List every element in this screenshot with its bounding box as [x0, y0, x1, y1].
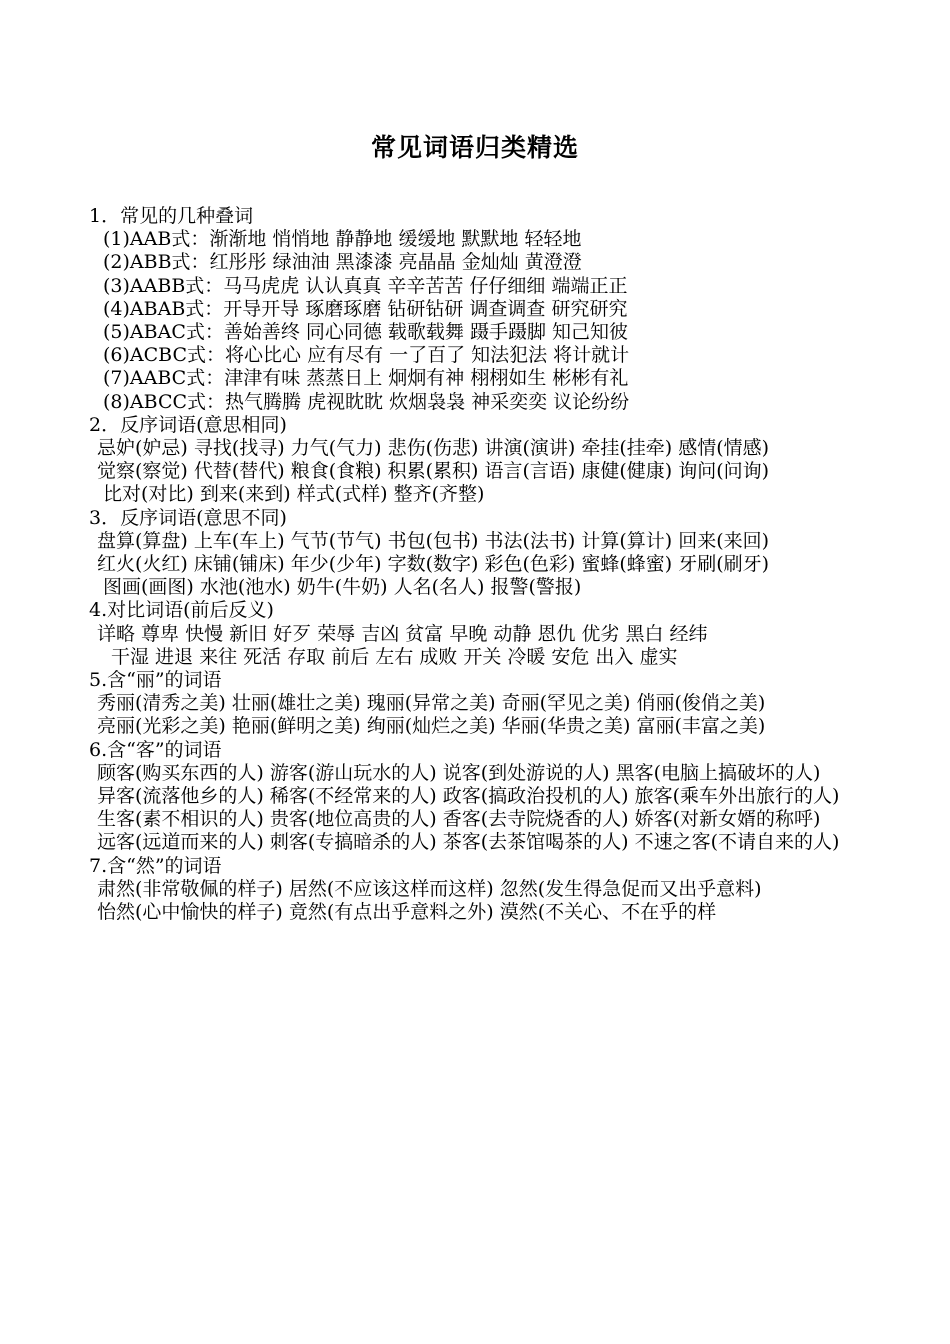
word-paragraph: 红火(火红) 床铺(铺床) 年少(少年) 字数(数字) 彩色(色彩) 蜜蜂(蜂蜜) 牙刷(刷牙) [97, 553, 770, 576]
word-paragraph: 忌妒(妒忌) 寻找(找寻) 力气(气力) 悲伤(伤悲) 讲演(演讲) 牵挂(挂牵) 感情(情感) [97, 437, 770, 460]
list-item: (3)AABB式：马马虎虎 认认真真 辛辛苦苦 仔仔细细 端端正正 [103, 274, 628, 297]
word-paragraph: 远客(远道而来的人) 刺客(专搞暗杀的人) 茶客(去茶馆喝茶的人) 不速之客(不请自来的人) [97, 831, 840, 854]
list-item: (7)AABC式：津津有味 蒸蒸日上 炯炯有神 栩栩如生 彬彬有礼 [103, 367, 629, 390]
word-paragraph: 觉察(察觉) 代替(替代) 粮食(食粮) 积累(累积) 语言(言语) 康健(健康) 询问(问询) [97, 460, 770, 483]
section-heading: 6.含“客”的词语 [89, 738, 222, 761]
word-paragraph: 比对(对比) 到来(来到) 样式(式样) 整齐(齐整) [103, 483, 485, 506]
section-heading: 5.含“丽”的词语 [89, 669, 222, 692]
word-paragraph: 异客(流落他乡的人) 稀客(不经常来的人) 政客(搞政治投机的人) 旅客(乘车外出旅行的人) [97, 785, 840, 808]
section-heading: 3．反序词语(意思不同) [89, 506, 287, 529]
word-paragraph: 亮丽(光彩之美) 艳丽(鲜明之美) 绚丽(灿烂之美) 华丽(华贵之美) 富丽(丰富之美) [97, 715, 766, 738]
section-heading: 1．常见的几种叠词 [89, 205, 254, 227]
word-paragraph: 秀丽(清秀之美) 壮丽(雄壮之美) 瑰丽(异常之美) 奇丽(罕见之美) 俏丽(俊俏之美) [97, 692, 766, 715]
word-paragraph: 生客(素不相识的人) 贵客(地位高贵的人) 香客(去寺院烧香的人) 娇客(对新女婿的称呼) [97, 808, 821, 831]
list-item: (4)ABAB式：开导开导 琢磨琢磨 钻研钻研 调查调查 研究研究 [103, 297, 628, 320]
word-paragraph: 怡然(心中愉快的样子) 竟然(有点出乎意料之外) 漠然(不关心、不在乎的样 [97, 901, 717, 924]
list-item: (6)ACBC式：将心比心 应有尽有 一了百了 知法犯法 将计就计 [103, 344, 630, 367]
word-paragraph: 盘算(算盘) 上车(车上) 气节(节气) 书包(包书) 书法(法书) 计算(算计) 回来(来回) [97, 529, 770, 552]
word-paragraph: 肃然(非常敬佩的样子) 居然(不应该这样而这样) 忽然(发生得急促而又出乎意料) [97, 877, 762, 900]
page-title: 常见词语归类精选 [370, 133, 579, 162]
list-item: (5)ABAC式：善始善终 同心同德 载歌载舞 蹑手蹑脚 知己知彼 [103, 321, 629, 344]
word-paragraph: 干湿 进退 来往 死活 存取 前后 左右 成败 开关 冷暖 安危 出入 虚实 [111, 645, 678, 668]
word-paragraph: 详略 尊卑 快慢 新旧 好歹 荣辱 吉凶 贫富 早晚 动静 恩仇 优劣 黑白 经纬 [97, 622, 708, 645]
list-item: (8)ABCC式：热气腾腾 虎视眈眈 炊烟袅袅 神采奕奕 议论纷纷 [103, 390, 630, 413]
word-paragraph: 图画(画图) 水池(池水) 奶牛(牛奶) 人名(名人) 报警(警报) [103, 576, 582, 599]
list-item: (1)AAB式：渐渐地 悄悄地 静静地 缓缓地 默默地 轻轻地 [103, 228, 582, 251]
section-heading: 4.对比词语(前后反义) [89, 599, 274, 622]
word-paragraph: 顾客(购买东西的人) 游客(游山玩水的人) 说客(到处游说的人) 黑客(电脑上搞破坏的人) [97, 761, 821, 784]
section-heading: 2．反序词语(意思相同) [89, 413, 287, 436]
list-item: (2)ABB式：红彤彤 绿油油 黑漆漆 亮晶晶 金灿灿 黄澄澄 [103, 251, 582, 274]
section-heading: 7.含“然”的词语 [89, 854, 222, 877]
document-body [89, 205, 859, 924]
